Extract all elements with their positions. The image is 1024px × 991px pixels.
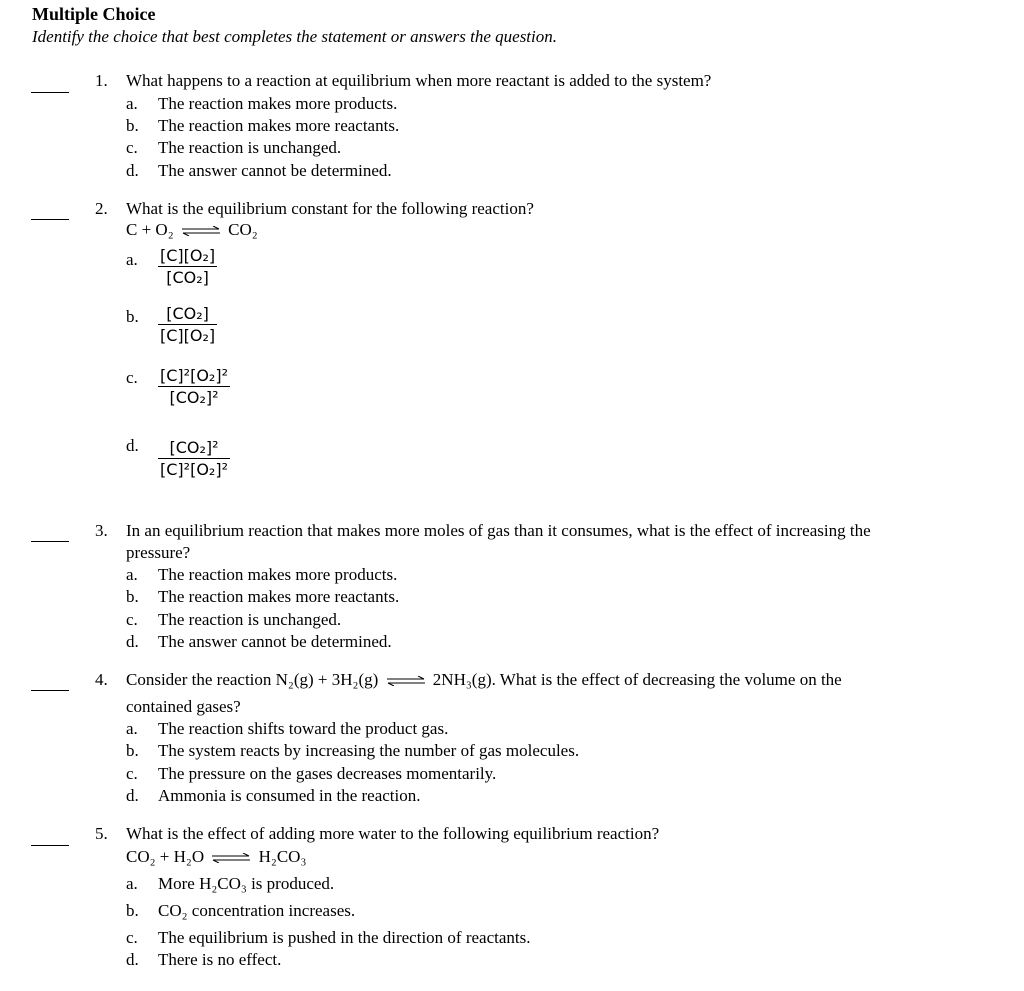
question-text-post: 2NH₃(g). What is the effect of decreasing the volume on the	[432, 670, 842, 689]
choice-letter: d.	[126, 436, 139, 455]
fraction-c	[158, 366, 230, 407]
choice-text: CO₂ concentration increases.	[158, 901, 356, 920]
reaction-equation	[126, 847, 306, 867]
choice-text: There is no effect.	[158, 950, 282, 969]
choice-letter: c.	[126, 138, 138, 157]
question-number: 3.	[95, 521, 108, 540]
choice-letter: d.	[126, 632, 139, 651]
choice-text: More H₂CO₃ is produced.	[158, 874, 335, 893]
fraction-b	[158, 304, 217, 345]
question-text: What happens to a reaction at equilibrium when more reactant is added to the system?	[126, 71, 712, 90]
fraction-bar	[158, 324, 217, 325]
choice-text: The reaction is unchanged.	[158, 610, 342, 629]
reaction-equation	[126, 220, 258, 240]
choice-letter: c.	[126, 368, 138, 387]
fraction-denominator: [CO₂]²	[169, 388, 219, 408]
question-text: In an equilibrium reaction that makes more moles of gas than it consumes, what is the effect of increasing the	[126, 521, 871, 540]
choice-text: The reaction makes more reactants.	[158, 116, 400, 135]
choice-text: The reaction makes more reactants.	[158, 587, 400, 606]
question-text	[126, 670, 842, 690]
choice-letter: a.	[126, 719, 138, 738]
fraction-bar	[158, 458, 230, 459]
choice-letter: a.	[126, 250, 138, 269]
fraction-bar	[158, 386, 230, 387]
fraction-numerator: [C][O₂]	[160, 246, 216, 265]
choice-letter: b.	[126, 741, 139, 760]
choice-text: The equilibrium is pushed in the direction of reactants.	[158, 928, 531, 947]
choice-text: The answer cannot be determined.	[158, 632, 392, 651]
answer-blank-3[interactable]	[31, 541, 69, 542]
choice-letter: a.	[126, 565, 138, 584]
question-text-continued: contained gases?	[126, 697, 241, 716]
fraction-denominator: [C]²[O₂]²	[160, 460, 228, 480]
question-number: 4.	[95, 670, 108, 689]
question-text: What is the effect of adding more water to the following equilibrium reaction?	[126, 824, 660, 843]
answer-blank-1[interactable]	[31, 92, 69, 93]
choice-letter: d.	[126, 950, 139, 969]
answer-blank-2[interactable]	[31, 219, 69, 220]
choice-letter: b.	[126, 587, 139, 606]
section-title: Multiple Choice	[32, 4, 156, 24]
equilibrium-arrows-icon	[182, 226, 220, 236]
question-text: What is the equilibrium constant for the following reaction?	[126, 199, 534, 218]
choice-letter: b.	[126, 307, 139, 326]
fraction-numerator: [CO₂]	[166, 304, 209, 323]
choice-text: The reaction makes more products.	[158, 94, 398, 113]
equation-reactants: CO₂ + H₂O	[126, 847, 205, 866]
fraction-bar	[158, 266, 217, 267]
choice-letter: d.	[126, 786, 139, 805]
choice-letter: c.	[126, 610, 138, 629]
question-number: 2.	[95, 199, 108, 218]
choice-text: Ammonia is consumed in the reaction.	[158, 786, 421, 805]
choice-text: The system reacts by increasing the number of gas molecules.	[158, 741, 580, 760]
fraction-a	[158, 246, 217, 287]
equation-products: H₂CO₃	[258, 847, 307, 866]
equation-reactants: C + O₂	[126, 220, 174, 239]
question-text-continued: pressure?	[126, 543, 191, 562]
choice-text: The answer cannot be determined.	[158, 161, 392, 180]
instructions: Identify the choice that best completes the statement or answers the question.	[32, 27, 557, 46]
choice-letter: b.	[126, 116, 139, 135]
choice-letter: a.	[126, 94, 138, 113]
fraction-denominator: [C][O₂]	[160, 326, 216, 346]
fraction-d	[158, 438, 230, 479]
answer-blank-4[interactable]	[31, 690, 69, 691]
fraction-denominator: [CO₂]	[166, 268, 209, 288]
choice-text: The pressure on the gases decreases momentarily.	[158, 764, 497, 783]
choice-letter: a.	[126, 874, 138, 893]
choice-text: The reaction is unchanged.	[158, 138, 342, 157]
question-number: 5.	[95, 824, 108, 843]
choice-text: The reaction makes more products.	[158, 565, 398, 584]
choice-letter: c.	[126, 928, 138, 947]
equilibrium-arrows-icon	[387, 676, 425, 686]
fraction-numerator: [CO₂]²	[169, 438, 219, 457]
question-number: 1.	[95, 71, 108, 90]
question-text-pre: Consider the reaction N₂(g) + 3H₂(g)	[126, 670, 379, 689]
fraction-numerator: [C]²[O₂]²	[160, 366, 228, 385]
answer-blank-5[interactable]	[31, 845, 69, 846]
choice-letter: c.	[126, 764, 138, 783]
choice-text: The reaction shifts toward the product gas.	[158, 719, 449, 738]
choice-letter: b.	[126, 901, 139, 920]
equilibrium-arrows-icon	[212, 853, 250, 863]
choice-letter: d.	[126, 161, 139, 180]
equation-products: CO₂	[228, 220, 258, 239]
